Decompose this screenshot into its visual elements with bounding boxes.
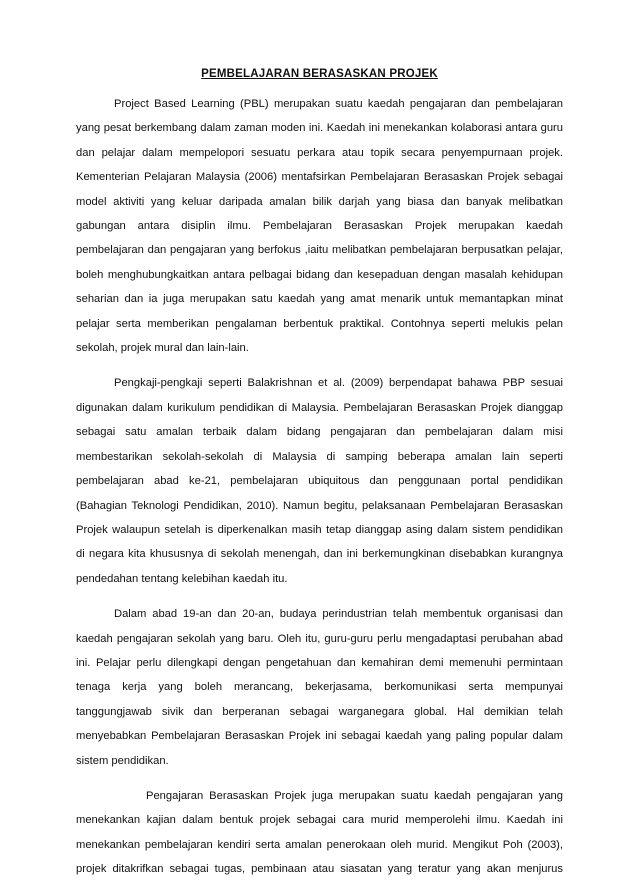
paragraph-line: tanggungjawab sivik dan berperanan sebagai warganegara global. Hal demikian telah — [76, 705, 563, 718]
paragraph-line: sistem pendidikan. — [76, 754, 169, 767]
paragraph — [76, 92, 563, 360]
paragraph — [76, 784, 563, 882]
paragraph-line: sebagai satu amalan terbaik dalam bidang pengajaran dan pembelajaran dalam misi — [76, 426, 563, 439]
paragraph-line: pembelajaran abad ke-21, pembelajaran ubiquitous dan penggunaan portal pendidikan — [76, 475, 563, 488]
paragraph-line: (Bahagian Teknologi Pendidikan, 2010). Namun begitu, pelaksanaan Pembelajaran Berasaskan — [76, 499, 563, 512]
paragraph — [76, 371, 563, 591]
paragraph — [76, 602, 563, 773]
paragraph-line: Kementerian Pelajaran Malaysia (2006) mentafsirkan Pembelajaran Berasaskan Projek sebagai — [76, 171, 563, 184]
paragraph-line: ini. Pelajar perlu dilengkapi dengan pengetahuan dan kemahiran demi memenuhi permintaan — [76, 656, 563, 669]
paragraph-line: sekolah, projek mural dan lain-lain. — [76, 342, 249, 355]
paragraph-line: menekankan pembelajaran kendiri serta amalan penerokaan oleh murid. Mengikut Poh (2003), — [76, 838, 563, 851]
paragraph-line: menekankan kajian dalam bentuk projek sebagai cara murid memperolehi ilmu. Kaedah ini — [76, 814, 563, 827]
paragraph-line: pelajar serta memberikan pengalaman berbentuk praktikal. Contohnya seperti melukis pelan — [76, 317, 563, 330]
paragraph-line: kaedah pengajaran sekolah yang baru. Oleh itu, guru-guru perlu mengadaptasi perubahan abad — [76, 632, 563, 645]
paragraph-line: tenaga kerja yang boleh merancang, bekerjasama, berkomunikasi serta mempunyai — [76, 681, 563, 694]
document-title: PEMBELAJARAN BERASASKAN PROJEK — [201, 68, 438, 80]
paragraph-line: di negara kita khususnya di sekolah menengah, dan ini berkemungkinan disebabkan kurangnya — [76, 548, 563, 561]
paragraph-line: Project Based Learning (PBL) merupakan suatu kaedah pengajaran dan pembelajaran — [114, 98, 563, 110]
paragraph-line: Dalam abad 19-an dan 20-an, budaya perindustrian telah membentuk organisasi dan — [114, 608, 563, 621]
paragraph-line: projek ditakrifkan sebagai tugas, pembinaan atau siasatan yang teratur yang akan menjurus — [76, 863, 563, 876]
paragraph-line: digunakan dalam kurikulum pendidikan di Malaysia. Pembelajaran Berasaskan Projek dianggap — [76, 401, 563, 414]
paragraph-line: Pengajaran Berasaskan Projek juga merupakan suatu kaedah pengajaran yang — [146, 789, 563, 802]
paragraph-line: dan pelajar dalam mempelopori sesuatu perkara atau topik secara penyempurnaan projek. — [76, 146, 563, 159]
paragraph-line: Projek walaupun setelah is diperkenalkan masih tetap dianggap asing dalam sistem pendidikan — [76, 523, 563, 536]
paragraph-line: model aktiviti yang keluar daripada amalan bilik darjah yang biasa dan banyak melibatkan — [76, 195, 563, 208]
paragraph-line: pembelajaran dan pengajaran yang berfokus ,iaitu melibatkan pembelajaran berpusatkan pelajar, — [76, 244, 563, 257]
paragraph-line: Pengkaji-pengkaji seperti Balakrishnan et al. (2009) berpendapat bahawa PBP sesuai — [114, 377, 563, 390]
paragraph-line: menyebabkan Pembelajaran Berasaskan Projek ini sebagai kaedah yang paling popular dalam — [76, 730, 563, 743]
document-body — [76, 92, 563, 882]
paragraph-line: boleh menghubungkaitkan antara pelbagai bidang dan kesepaduan dengan masalah kehidupan — [76, 268, 563, 281]
paragraph-line: seharian dan ia juga merupakan satu kaedah yang amat menarik untuk memantapkan minat — [76, 293, 563, 306]
paragraph-line: pendedahan tentang kelebihan kaedah itu. — [76, 572, 288, 585]
paragraph-line: membestarikan sekolah-sekolah di Malaysia di samping beberapa amalan lain seperti — [76, 450, 563, 463]
document-page — [76, 62, 563, 893]
paragraph-line: gabungan antara disiplin ilmu. Pembelajaran Berasaskan Projek merupakan kaedah — [76, 220, 563, 233]
paragraph-line: yang pesat berkembang dalam zaman moden ini. Kaedah ini menekankan kolaborasi antara guru — [76, 122, 563, 135]
